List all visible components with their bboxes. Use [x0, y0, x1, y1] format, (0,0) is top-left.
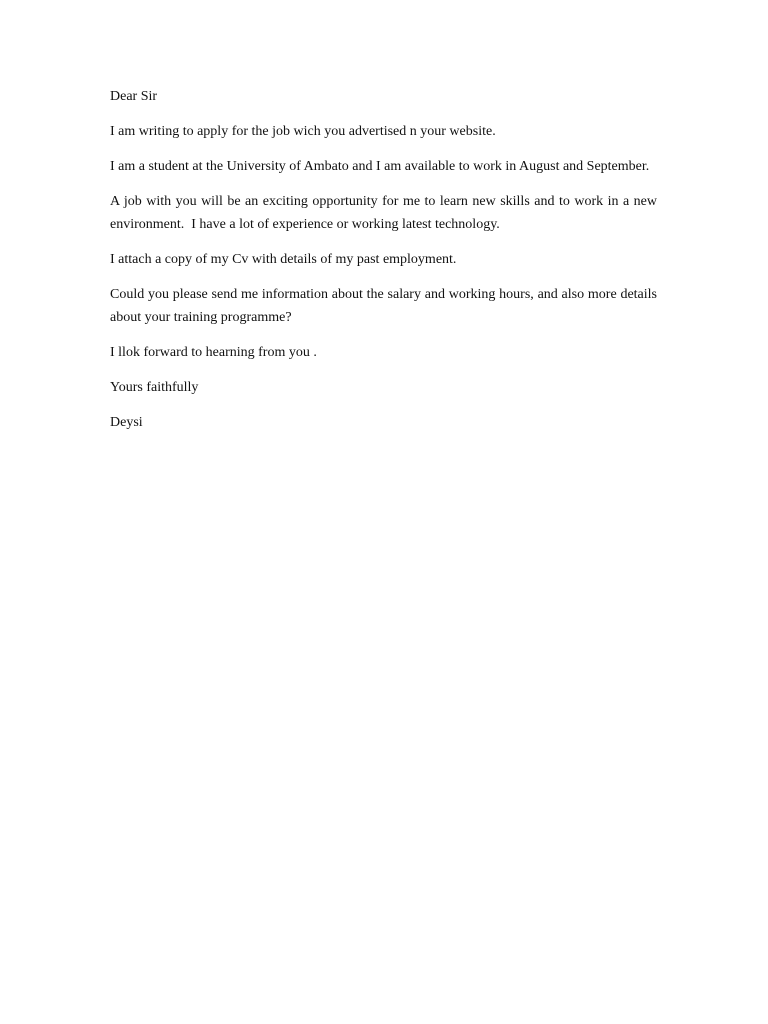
paragraph-student-availability: I am a student at the University of Ambato and I am available to work in August and September. — [110, 159, 650, 174]
closing: Yours faithfully — [110, 380, 199, 395]
paragraph-information-request: Could you please send me information about the salary and working hours, and also more details about your training programme? — [110, 287, 657, 325]
paragraph-look-forward: I llok forward to hearning from you . — [110, 345, 317, 360]
paragraph-cv: I attach a copy of my Cv with details of my past employment. — [110, 252, 457, 267]
letter-body — [110, 85, 661, 446]
salutation: Dear Sir — [110, 89, 158, 104]
signature: Deysi — [110, 415, 143, 430]
paragraph-application: I am writing to apply for the job wich you advertised n your website. — [110, 124, 496, 139]
paragraph-opportunity: A job with you will be an exciting opportunity for me to learn new skills and to work in a new environment. I have a lot of experience or working latest technology. — [110, 194, 661, 232]
